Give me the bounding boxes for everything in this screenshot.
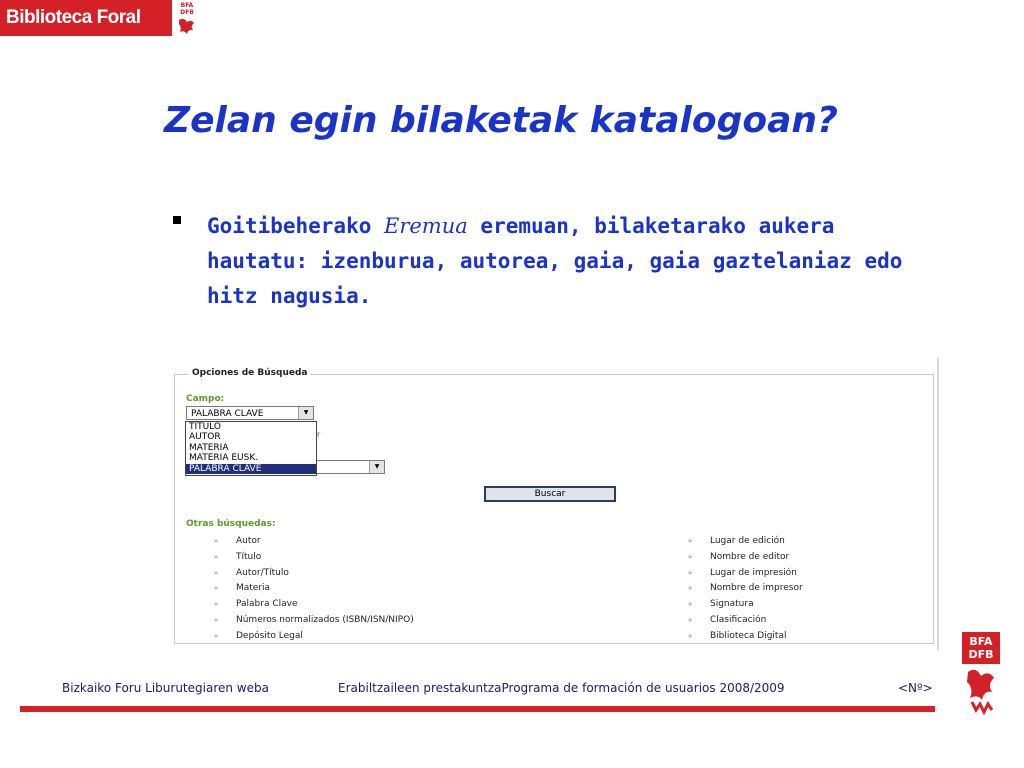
corner-logo-text-1: BFA — [969, 635, 993, 648]
search-options-legend: Opciones de Búsqueda — [188, 368, 311, 378]
slide-number: <Nº> — [898, 681, 933, 695]
campo-select-value: PALABRA CLAVE — [191, 409, 264, 419]
link-lugar-impresion[interactable]: » Lugar de impresión — [688, 567, 797, 578]
link-nombre-impresor[interactable]: » Nombre de impresor — [688, 583, 803, 594]
campo-option-materia[interactable]: MATERIA — [189, 442, 229, 453]
dropdown-arrow-icon[interactable]: ▼ — [298, 407, 313, 419]
link-lugar-edicion[interactable]: » Lugar de edición — [688, 536, 785, 546]
secondary-select[interactable] — [315, 460, 385, 474]
catalog-search-screenshot — [170, 358, 940, 650]
campo-option-materia-eusk[interactable]: MATERIA EUSK. — [189, 453, 259, 464]
corner-logo-box — [962, 632, 1000, 664]
campo-select[interactable] — [186, 406, 314, 420]
link-palabra-clave[interactable]: » Palabra Clave — [214, 599, 298, 610]
campo-option-autor[interactable]: AUTOR — [189, 432, 221, 443]
footer-divider — [20, 706, 935, 712]
emblem-text-2: DFB — [180, 9, 194, 16]
link-clasificacion[interactable]: » Clasificación — [688, 614, 767, 625]
bullet-text-part1: Goitibeherako — [207, 214, 385, 238]
campo-label: Campo: — [186, 394, 225, 404]
heraldic-figure-icon — [962, 664, 1000, 720]
bullet-text-part2: eremuan, bilaketarako aukera hautatu: izenburua, autorea, gaia, gaia gaztelaniaz edo hitz nagusia. — [207, 214, 903, 308]
biblioteca-foral-logo: Biblioteca Foral — [0, 0, 172, 36]
footer-left-text: Bizkaiko Foru Liburutegiaren weba — [62, 681, 269, 695]
other-searches-right-column — [688, 534, 803, 645]
campo-option-titulo[interactable]: TÍTULO — [189, 422, 222, 432]
link-nombre-editor[interactable]: » Nombre de editor — [688, 551, 790, 562]
hidden-field-fragment: r — [317, 430, 321, 439]
link-autor-titulo[interactable]: » Autor/Título — [214, 567, 289, 578]
bullet-text-emphasis: Eremua — [384, 214, 468, 238]
bullet-square-icon — [173, 216, 181, 224]
link-deposito-legal[interactable]: » Depósito Legal — [214, 630, 303, 641]
link-autor[interactable]: » Autor — [214, 536, 261, 546]
corner-logo-text-2: DFB — [968, 648, 994, 661]
emblem-text-1: BFA — [180, 2, 194, 9]
bullet-text — [207, 209, 937, 314]
campo-option-palabra-clave[interactable]: PALABRA CLAVE — [186, 464, 316, 474]
screenshot-right-border — [937, 358, 939, 650]
slide-title: Zelan egin bilaketak katalogoan? — [164, 100, 838, 141]
link-titulo[interactable]: » Título — [214, 551, 262, 562]
buscar-button[interactable]: Buscar — [484, 486, 616, 502]
bfa-dfb-corner-logo-icon — [962, 632, 1000, 724]
otras-busquedas-label: Otras búsquedas: — [186, 519, 276, 529]
link-signatura[interactable]: » Signatura — [688, 599, 754, 610]
footer-center-text: Erabiltzaileen prestakuntzaPrograma de formación de usuarios 2008/2009 — [338, 681, 785, 695]
bfa-dfb-emblem-icon — [176, 2, 198, 40]
link-numeros-normalizados[interactable]: » Números normalizados (ISBN/ISN/NIPO) — [214, 614, 414, 625]
link-biblioteca-digital[interactable]: » Biblioteca Digital — [688, 630, 787, 641]
campo-options-list[interactable] — [185, 421, 317, 476]
dropdown-arrow-icon[interactable]: ▼ — [369, 461, 384, 473]
other-searches-left-column — [214, 534, 414, 645]
link-materia[interactable]: » Materia — [214, 583, 271, 594]
